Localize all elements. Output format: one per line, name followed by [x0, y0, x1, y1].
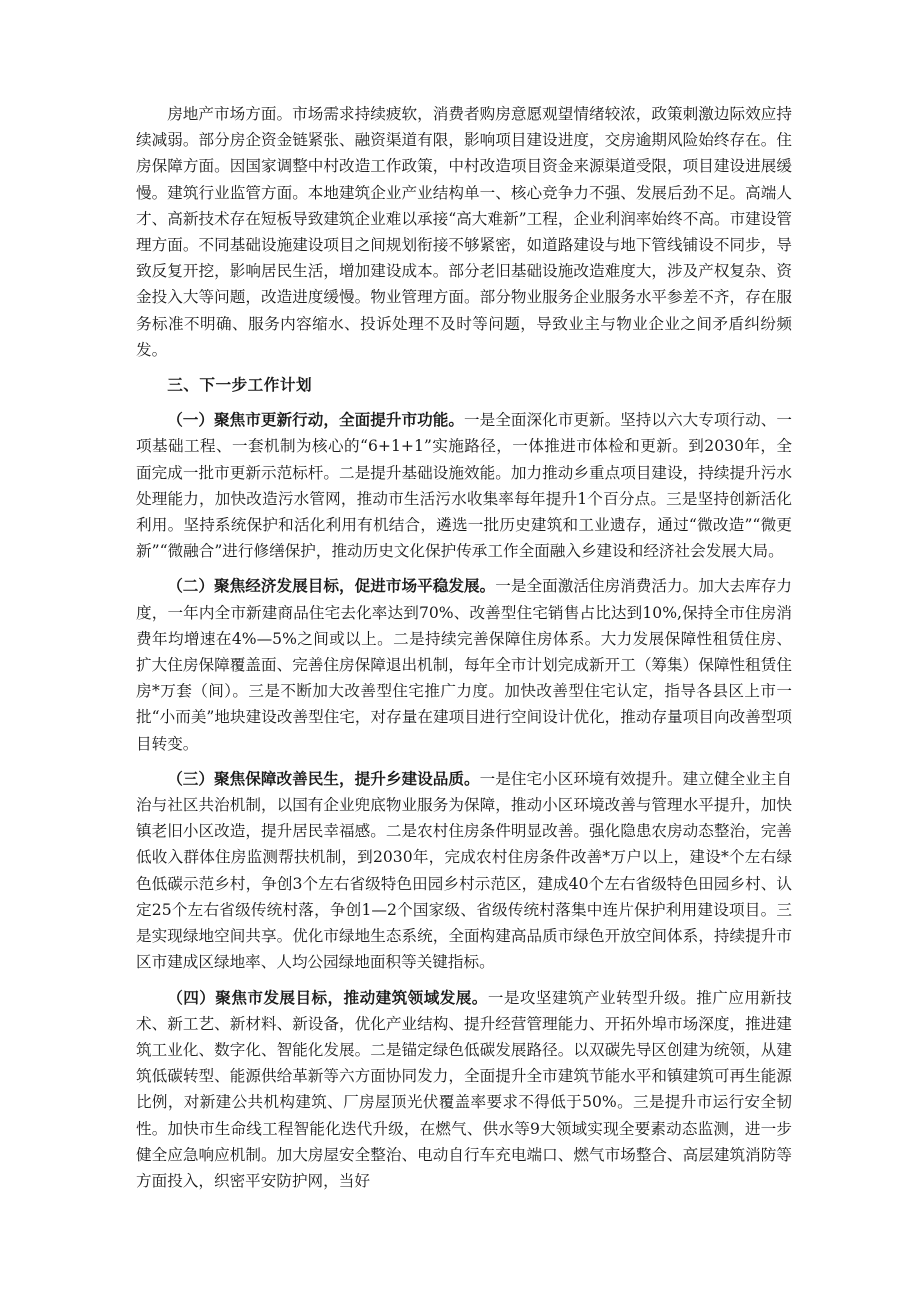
item-2-body: 一是全面激活住房消费活力。加大去库存力度，一年内全市新建商品住宅去化率达到70%、改善型住宅销售占比达到10%,保持全市住房消费年均增速在4%—5%之间或以上。二是持续完善保障住房体系。大力发展保障性租赁住房、扩大住房保障覆盖面、完善住房保障退出机制，每年全市计划完成新开工（筹集）保障性租赁住房*万套（间）。三是不断加大改善型住宅推广力度。加快改善型住宅认定，指导各县区上市一批“小而美”地块建设改善型住宅，对存量在建项目进行空间设计优化，推动存量项目向改善型项目转变。: [136, 577, 792, 753]
paragraph-item-4: [136, 985, 792, 1195]
item-4-lead: （四）聚焦市发展目标，推动建筑领域发展。: [167, 987, 488, 1007]
item-3-lead: （三）聚焦保障改善民生，提升乡建设品质。: [167, 768, 480, 788]
item-1-body: 一是全面深化市更新。坚持以六大专项行动、一项基础工程、一套机制为核心的“6+1+1”实施路径，一体推进市体检和更新。到2030年，全面完成一批市更新示范标杆。二是提升基础设施效能。加力推动乡重点项目建设，持续提升污水处理能力，加快改造污水管网，推动市生活污水收集率每年提升1个百分点。三是坚持创新活化利用。坚持系统保护和活化利用有机结合，遴选一批历史建筑和工业遗存，通过“微改造”“微更新”“微融合”进行修缮保护，推动历史文化保护传承工作全面融入乡建设和经济社会发展大局。: [136, 411, 792, 561]
paragraph-item-2: [136, 573, 792, 756]
paragraph-item-1: [136, 407, 792, 564]
paragraph-item-3: [136, 766, 792, 976]
document-page: [136, 101, 792, 1194]
paragraph-real-estate-issues: 房地产市场方面。市场需求持续疲软，消费者购房意愿观望情绪较浓，政策刺激边际效应持续减弱。部分房企资金链紧张、融资渠道有限，影响项目建设进度，交房逾期风险始终存在。住房保障方面。因国家调整中村改造工作政策，中村改造项目资金来源渠道受限，项目建设进展缓慢。建筑行业监管方面。本地建筑企业产业结构单一、核心竞争力不强、发展后劲不足。高端人才、高新技术存在短板导致建筑企业难以承接“高大难新”工程，企业利润率始终不高。市建设管理方面。不同基础设施建设项目之间规划衔接不够紧密，如道路建设与地下管线铺设不同步，导致反复开挖，影响居民生活，增加建设成本。部分老旧基础设施改造难度大，涉及产权复杂、资金投入大等问题，改造进度缓慢。物业管理方面。部分物业服务企业服务水平参差不齐，存在服务标准不明确、服务内容缩水、投诉处理不及时等问题，导致业主与物业企业之间矛盾纠纷频发。: [136, 105, 792, 359]
item-4-body: 一是攻坚建筑产业转型升级。推广应用新技术、新工艺、新材料、新设备，优化产业结构、提升经营管理能力、开拓外埠市场深度，推进建筑工业化、数字化、智能化发展。二是锚定绿色低碳发展路径。以双碳先导区创建为统领，从建筑低碳转型、能源供给革新等六方面协同发力，全面提升全市建筑节能水平和镇建筑可再生能源比例，对新建公共机构建筑、厂房屋顶光伏覆盖率要求不得低于50%。三是提升市运行安全韧性。加快市生命线工程智能化迭代升级，在燃气、供水等9大领域实现全要素动态监测，进一步健全应急响应机制。加大房屋安全整治、电动自行车充电端口、燃气市场整合、高层建筑消防等方面投入，织密平安防护网，当好: [136, 988, 792, 1190]
item-1-lead: （一）聚焦市更新行动，全面提升市功能。: [167, 410, 464, 430]
item-3-body: 一是住宅小区环境有效提升。建立健全业主自治与社区共治机制，以国有企业兜底物业服务为保障，推动小区环境改善与管理水平提升，加快镇老旧小区改造，提升居民幸福感。二是农村住房条件明显改善。强化隐患农房动态整治，完善低收入群体住房监测帮扶机制，到2030年，完成农村住房条件改善*万户以上，建设*个左右绿色低碳示范乡村，争创3个左右省级特色田园乡村示范区，建成40个左右省级特色田园乡村、认定25个左右省级传统村落，争创1—2个国家级、省级传统村落集中连片保护利用建设项目。三是实现绿地空间共享。优化市绿地生态系统，全面构建高品质市绿色开放空间体系，持续提升市区市建成区绿地率、人均公园绿地面积等关键指标。: [136, 769, 792, 972]
item-2-lead: （二）聚焦经济发展目标，促进市场平稳发展。: [167, 576, 496, 596]
section-heading-next-plan: 三、下一步工作计划: [167, 376, 313, 395]
